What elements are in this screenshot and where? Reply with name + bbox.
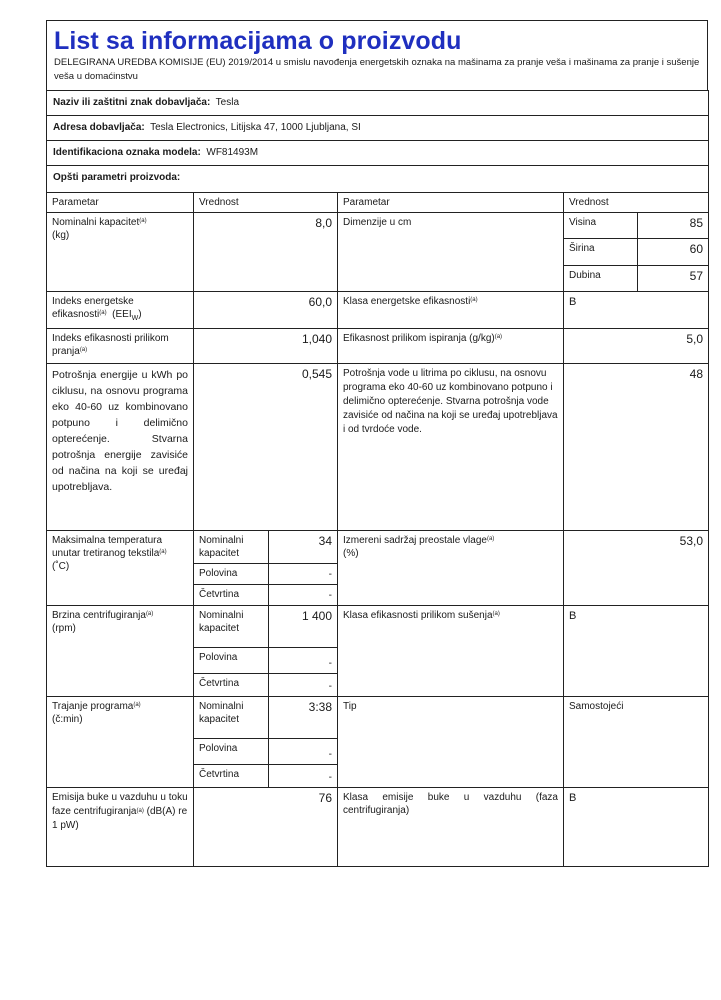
table-row-wash-index [47, 329, 709, 364]
moisture-label: Izmereni sadržaj preostale vlage [343, 535, 487, 546]
energy-consumption-label: Potrošnja energije u kWh po ciklusu, na osnovu programa eko 40-60 uz kombinovano potpuno i delimično opterećenje. Stvarna potrošnja energije zavisiće od načina na koji se uređaj upotrebljava. [47, 364, 194, 531]
supplier-address-row [47, 116, 709, 141]
footnote-a: (a) [99, 310, 107, 316]
energy-consumption-value: 0,545 [194, 364, 338, 531]
supplier-address-label: Adresa dobavljača: [53, 122, 145, 133]
eei-label: Indeks energetske efikasnosti [52, 296, 134, 320]
spin-quarter-value: - [269, 674, 338, 697]
noise-label: Emisija buke u vazduhu u toku faze centrifugiranja [52, 792, 188, 817]
parameters-table [46, 90, 709, 867]
wash-index-value: 1,040 [194, 329, 338, 364]
duration-quarter-value: - [269, 765, 338, 788]
max-temp-nominal-label: Nominalni kapacitet [194, 531, 269, 564]
noise-class-value: B [564, 788, 709, 867]
supplier-address-value: Tesla Electronics, Litijska 47, 1000 Ljubljana, SI [150, 122, 361, 133]
footnote-a: (a) [486, 536, 495, 542]
supplier-name-row [47, 91, 709, 116]
spin-nominal-label: Nominalni kapacitet [194, 606, 269, 648]
table-row-max-temp [47, 531, 709, 564]
moisture-unit: (%) [343, 548, 359, 559]
max-temp-quarter-label: Četvrtina [194, 585, 269, 606]
type-value: Samostojeći [564, 697, 709, 788]
duration-label: Trajanje programa [52, 701, 134, 712]
capacity-label: Nominalni kapacitet [52, 217, 140, 228]
duration-quarter-label: Četvrtina [194, 765, 269, 788]
energy-class-label: Klasa energetske efikasnosti [343, 296, 471, 307]
model-id-row [47, 141, 709, 166]
column-header-row [47, 193, 709, 213]
water-consumption-label: Potrošnja vode u litrima po ciklusu, na osnovu programa eko 40-60 uz kombinovano potpuno i delimično opterećenje. Stvarna potrošnja vode zavisiće od načina na koji se uređaj upotrebljava i od tvrdoće vode. [338, 364, 564, 531]
max-temp-quarter-value: - [269, 585, 338, 606]
rinse-label: Efikasnost prilikom ispiranja (g/kg) [343, 333, 495, 344]
dimensions-label: Dimenzije u cm [338, 213, 564, 292]
table-row-capacity [47, 213, 709, 239]
spin-nominal-value: 1 400 [269, 606, 338, 648]
footnote-a: (a) [136, 808, 144, 814]
footnote-a: (a) [494, 334, 503, 340]
spin-speed-label: Brzina centrifugiranja [52, 610, 146, 621]
type-label: Tip [338, 697, 564, 788]
duration-half-value: - [269, 739, 338, 765]
col-header-param-2: Parametar [338, 193, 564, 213]
spin-half-label: Polovina [194, 648, 269, 674]
max-temp-label: Maksimalna temperatura unutar tretiranog tekstila [52, 535, 163, 559]
depth-value: 57 [638, 265, 709, 291]
eei-unit-end: ) [138, 309, 142, 320]
width-label: Širina [564, 239, 638, 265]
footnote-a: (a) [470, 297, 478, 303]
capacity-unit: (kg) [52, 230, 70, 241]
eei-unit: (EEI [112, 309, 132, 320]
capacity-value: 8,0 [194, 213, 338, 292]
noise-value: 76 [194, 788, 338, 867]
supplier-name-value: Tesla [215, 97, 240, 108]
page-title: List sa informacijama o proizvodu [54, 27, 462, 55]
footnote-a: (a) [145, 611, 154, 617]
general-params-row [47, 166, 709, 193]
noise-unit: (dB(A) re 1 pW) [52, 806, 188, 831]
spin-class-label: Klasa efikasnosti prilikom sušenja [343, 610, 493, 621]
max-temp-unit: (˚C) [52, 561, 70, 572]
height-value: 85 [638, 213, 709, 239]
footnote-a: (a) [492, 611, 500, 617]
spin-speed-unit: (rpm) [52, 623, 76, 634]
energy-class-value: B [564, 292, 709, 329]
footnote-a: (a) [159, 549, 167, 555]
spin-class-value: B [564, 606, 709, 697]
col-header-value: Vrednost [194, 193, 338, 213]
col-header-param: Parametar [47, 193, 194, 213]
duration-nominal-label: Nominalni kapacitet [194, 697, 269, 739]
width-value: 60 [638, 239, 709, 265]
table-row-energy-water [47, 364, 709, 531]
duration-nominal-value: 3:38 [269, 697, 338, 739]
duration-unit: (č:min) [52, 714, 83, 725]
water-consumption-value: 48 [564, 364, 709, 531]
max-temp-half-label: Polovina [194, 564, 269, 585]
duration-half-label: Polovina [194, 739, 269, 765]
eei-unit-sub: W [131, 315, 139, 322]
max-temp-nominal-value: 34 [269, 531, 338, 564]
regulation-subtitle: DELEGIRANA UREDBA KOMISIJE (EU) 2019/2014 u smislu navođenja energetskih oznaka na mašinama za pranje veša i mašinama za pranje i sušenje veša u domaćinstvu [54, 57, 700, 82]
model-id-value: WF81493M [206, 147, 259, 158]
general-params-label: Opšti parametri proizvoda: [53, 172, 181, 183]
table-row-eei [47, 292, 709, 329]
table-row-spin-speed [47, 606, 709, 648]
rinse-value: 5,0 [564, 329, 709, 364]
product-information-sheet [46, 20, 708, 867]
wash-index-label: Indeks efikasnosti prilikom pranja [52, 333, 169, 357]
spin-half-value: - [269, 648, 338, 674]
col-header-value-2: Vrednost [564, 193, 709, 213]
max-temp-half-value: - [269, 564, 338, 585]
spin-quarter-label: Četvrtina [194, 674, 269, 697]
depth-label: Dubina [564, 265, 638, 291]
table-row-duration [47, 697, 709, 739]
noise-class-label: Klasa emisije buke u vazduhu (faza centrifugiranja) [338, 788, 564, 867]
footnote-a: (a) [133, 702, 141, 708]
footnote-a: (a) [139, 218, 147, 224]
sheet-header [46, 20, 708, 90]
table-row-noise [47, 788, 709, 867]
height-label: Visina [564, 213, 638, 239]
moisture-value: 53,0 [564, 531, 709, 606]
footnote-a: (a) [79, 347, 88, 353]
eei-value: 60,0 [194, 292, 338, 329]
model-id-label: Identifikaciona oznaka modela: [53, 147, 201, 158]
supplier-name-label: Naziv ili zaštitni znak dobavljača: [53, 97, 211, 108]
